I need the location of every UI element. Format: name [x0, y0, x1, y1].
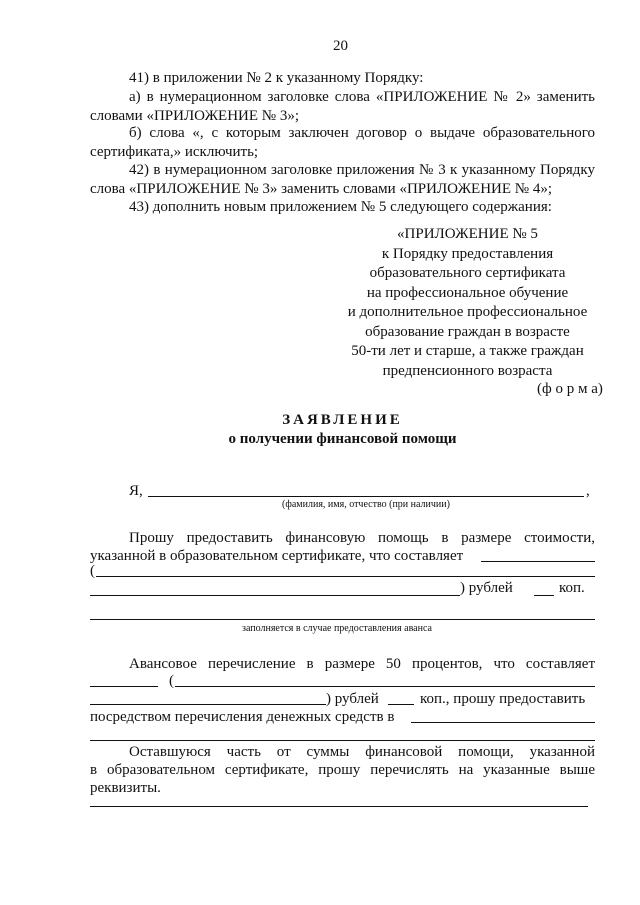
applicant-caption: (фамилия, имя, отчество (при наличии): [282, 499, 450, 510]
advance-line3: посредством перечисления денежных средств в: [90, 709, 395, 725]
document-title: ЗАЯВЛЕНИЕ: [282, 412, 403, 428]
amount-words-field-line1[interactable]: [96, 576, 595, 577]
amount-field[interactable]: [481, 561, 595, 562]
request-kop-label: коп.: [559, 580, 585, 596]
appendix-header-line: образование граждан в возрасте: [365, 323, 570, 340]
amendment-41a-line2: словами «ПРИЛОЖЕНИЕ № 3»;: [90, 108, 300, 124]
remainder-line2: в образовательном сертификате, прошу перечислять на указанные выше: [90, 762, 595, 778]
applicant-name-field[interactable]: [148, 496, 584, 497]
appendix-header-line: к Порядку предоставления: [381, 245, 554, 262]
request-open-paren: (: [90, 563, 95, 579]
amendment-41b-line1: б) слова «, с которым заключен договор о выдаче образовательного: [129, 125, 595, 141]
advance-line1: Авансовое перечисление в размере 50 процентов, что составляет: [129, 656, 595, 672]
remainder-field[interactable]: [90, 806, 588, 807]
advance-kopecks-field[interactable]: [388, 704, 414, 705]
advance-words-field-line2[interactable]: [90, 704, 326, 705]
appendix-header-line: и дополнительное профессиональное: [347, 304, 588, 320]
appendix-header-line: 50-ти лет и старше, а также граждан: [351, 343, 584, 359]
advance-bank-field-line1[interactable]: [411, 722, 595, 723]
remainder-line1: Оставшуюся часть от суммы финансовой помощи, указанной: [129, 744, 595, 760]
advance-caption: заполняется в случае предоставления аванса: [242, 623, 432, 634]
appendix-header-line: предпенсионного возраста: [382, 362, 553, 379]
applicant-suffix: ,: [586, 483, 590, 499]
request-line2: указанной в образовательном сертификате, что составляет: [90, 548, 464, 564]
amendment-41a-line1: а) в нумерационном заголовке слова «ПРИЛОЖЕНИЕ № 2» заменить: [129, 89, 595, 105]
document-subtitle: о получении финансовой помощи: [228, 431, 457, 447]
amendment-43: 43) дополнить новым приложением № 5 следующего содержания:: [129, 199, 552, 215]
request-line1: Прошу предоставить финансовую помощь в размере стоимости,: [129, 530, 595, 546]
amendment-42-line1: 42) в нумерационном заголовке приложения № 3 к указанному Порядку: [129, 162, 595, 178]
remainder-line3: реквизиты.: [90, 780, 161, 796]
amendment-41b-line2: сертификата,» исключить;: [90, 144, 259, 160]
appendix-header-line: образовательного сертификата: [369, 265, 566, 281]
appendix-header-line: на профессиональное обучение: [366, 284, 569, 301]
appendix-header-line: «ПРИЛОЖЕНИЕ № 5: [397, 226, 538, 242]
advance-request-text: коп., прошу предоставить: [420, 691, 586, 707]
amendment-41: 41) в приложении № 2 к указанному Порядку:: [129, 70, 424, 86]
advance-rubles-label: ) рублей: [326, 691, 379, 707]
advance-divider: [90, 619, 595, 620]
form-label: (ф о р м а): [537, 381, 603, 397]
advance-words-field-line1[interactable]: [175, 686, 595, 687]
page-number: 20: [333, 38, 348, 54]
advance-amount-field[interactable]: [90, 686, 158, 687]
kopecks-field[interactable]: [534, 595, 554, 596]
amount-words-field-line2[interactable]: [90, 595, 460, 596]
advance-bank-field-line2[interactable]: [90, 740, 595, 741]
request-rubles-label: ) рублей: [460, 580, 513, 596]
amendment-42-line2: слова «ПРИЛОЖЕНИЕ № 3» заменить словами «ПРИЛОЖЕНИЕ № 4»;: [90, 181, 553, 197]
advance-open-paren: (: [169, 673, 174, 689]
appendix-header: [340, 225, 595, 381]
applicant-prefix: Я,: [129, 483, 143, 499]
